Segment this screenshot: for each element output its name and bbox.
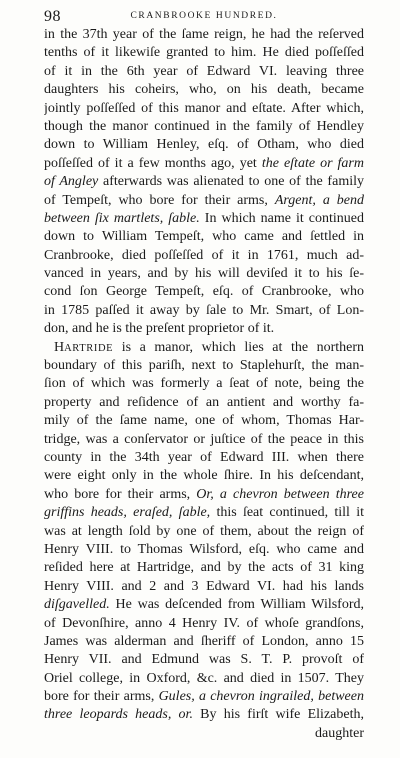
text-line: ſion of which was formerly a ſeat of note, being the (44, 376, 364, 392)
text-line: tridge, was a conſervator or juſtice of the peace in this (44, 431, 364, 447)
text-line: Henry VII. and Edmund was S. T. P. provoſt of (44, 652, 364, 668)
text-line: in 1785 paſſed it away by ſale to Mr. Smart, of Lon- (44, 302, 364, 318)
text-line: of Devonſhire, anno 4 Henry IV. of whoſe grandſons, (44, 615, 364, 631)
text-line: Cranbrooke, died poſſeſſed of it in 1761, much ad- (44, 247, 364, 263)
text-line: griffins heads, eraſed, ſable, this ſeat continued, till it (44, 505, 364, 521)
text-line: bore for their arms, Gules, a chevron ingrailed, between (44, 689, 364, 705)
text-line: cond ſon George Tempeſt, eſq. of Cranbrooke, who (44, 284, 364, 300)
text-line: county in the 34th year of Edward III. when there (44, 449, 364, 465)
text-line: down to William Henley, eſq. of Otham, who died (44, 137, 364, 153)
text-line: were eight only in the whole ſhire. In his deſcendant, (44, 468, 364, 484)
running-head: CRANBROOKE HUNDRED. (130, 11, 278, 21)
text-line: of Angley afterwards was alienated to one of the family (44, 174, 364, 190)
text-line: mily of the ſame name, one of whom, Thomas Har- (44, 413, 364, 429)
text-line: in the 37th year of the ſame reign, he had the reſerved (44, 27, 364, 42)
text-line: daughters his coheirs, who, on his death, became (44, 82, 364, 98)
page-number: 98 (44, 8, 61, 25)
text-line: Henry VIII. and 2 and 3 Edward VI. had his lands (44, 578, 364, 594)
text-line: Oriel college, in Oxford, &c. and died in 1507. They (44, 670, 364, 686)
text-line: of it in the 6th year of Edward VI. leaving three (44, 63, 364, 79)
text-line: property and reſidence of an antient and worthy fa- (44, 394, 364, 410)
text-line: vanced in years, and by his will deviſed it to his ſe- (44, 266, 364, 282)
text-line: who bore for their arms, Or, a chevron between three (44, 486, 364, 502)
text-line: between ſix martlets, ſable. In which name it continued (44, 210, 364, 226)
page-header (44, 8, 364, 28)
text-line: of Tempeſt, who bore for their arms, Argent, a bend (44, 192, 364, 208)
text-line: Henry VIII. to Thomas Wilsford, eſq. who came and (44, 541, 364, 557)
text-line: tenths of it likewiſe granted to him. He died poſſeſſed (44, 45, 364, 61)
text-line: boundary of this pariſh, next to Staplehurſt, the man- (44, 358, 364, 374)
paragraph-start-line: HARTRIDE is a manor, which lies at the northern (54, 339, 364, 355)
text-line: poſſeſſed of it a few months ago, yet the eſtate or farm (44, 155, 364, 171)
text-line: jointly poſſeſſed of this manor and eſtate. After which, (44, 100, 364, 116)
text-line: though the manor continued in the family of Hendley (44, 118, 364, 134)
text-line: down to William Tempeſt, who came and ſettled in (44, 229, 364, 245)
text-line: James was alderman and ſheriff of London, anno 15 (44, 633, 364, 649)
text-line: was at length ſold by one of them, about the reign of (44, 523, 364, 539)
text-line: three leopards heads, or. By his firſt wife Elizabeth, (44, 707, 364, 723)
catchword: daughter (315, 725, 364, 741)
text-line: diſgavelled. He was deſcended from William Wilsford, (44, 597, 364, 613)
paragraph-end-line: don, and he is the preſent proprietor of it. (44, 321, 275, 337)
text-line: reſided here at Hartridge, and by the acts of 31 king (44, 560, 364, 576)
body-text (44, 26, 364, 743)
